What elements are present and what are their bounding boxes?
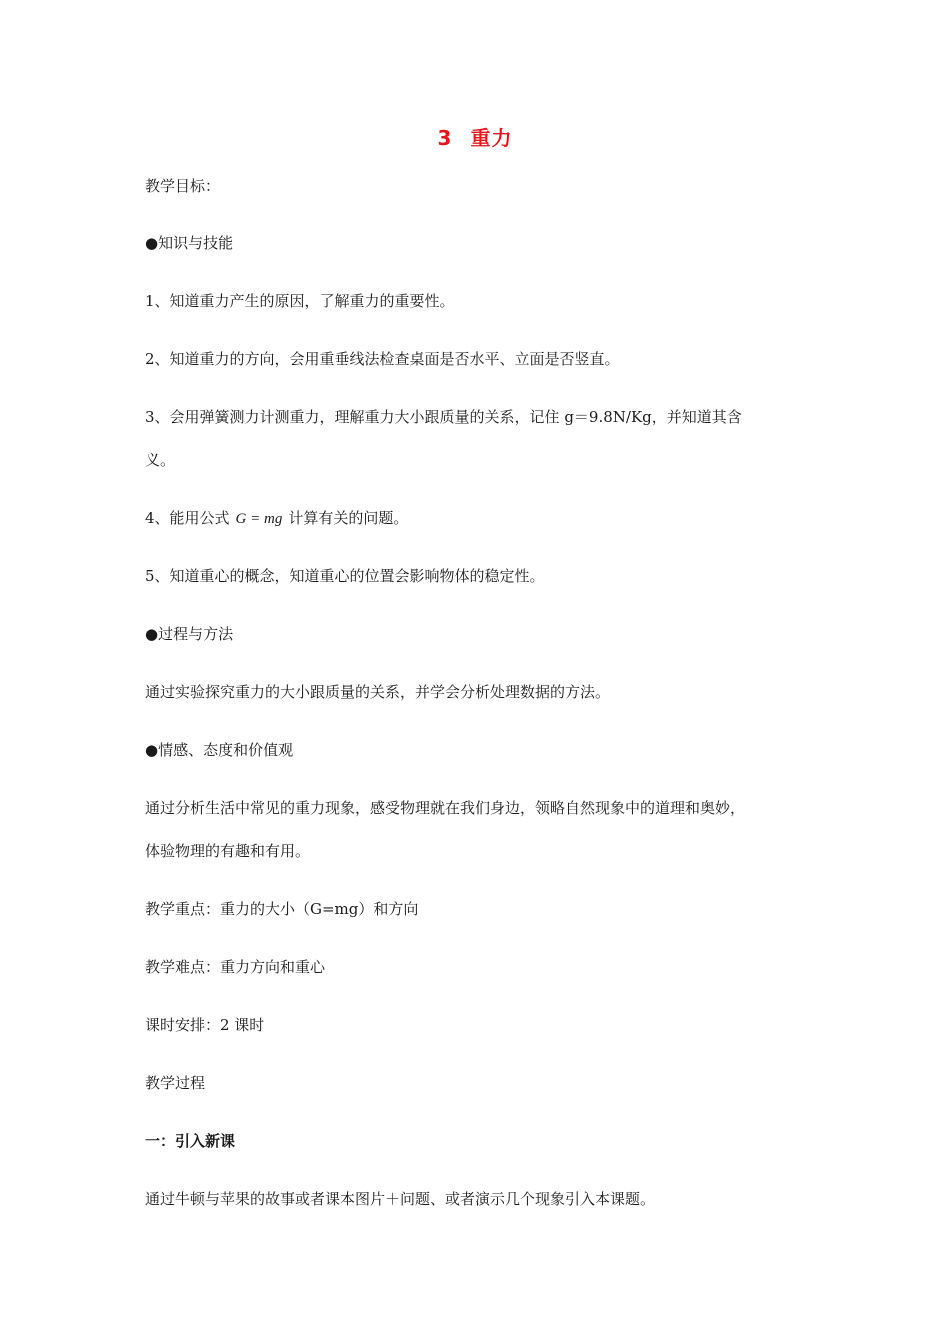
section-one-text: 通过牛顿与苹果的故事或者课本图片＋问题、或者演示几个现象引入本课题。 — [145, 1190, 656, 1208]
section-one-heading: 一：引入新课 — [145, 1132, 236, 1150]
process-method-text: 通过实验探究重力的大小跟质量的关系，并学会分析处理数据的方法。 — [145, 683, 611, 701]
objective-item-5: 5、知道重心的概念，知道重心的位置会影响物体的稳定性。 — [145, 567, 545, 585]
teaching-objectives-heading: 教学目标： — [145, 177, 221, 195]
emotion-values-heading: ●情感、态度和价值观 — [145, 741, 294, 759]
knowledge-skills-heading: ●知识与技能 — [145, 234, 234, 252]
gravity-formula: G = mg — [235, 511, 283, 527]
process-method-heading: ●过程与方法 — [145, 625, 234, 643]
emotion-values-text-continued: 体验物理的有趣和有用。 — [145, 842, 311, 860]
title-number: 3 — [437, 126, 453, 150]
teaching-key-point: 教学重点：重力的大小（G=mg）和方向 — [145, 900, 419, 918]
title-text: 重力 — [470, 126, 513, 150]
objective-item-4-prefix: 4、能用公式 — [145, 509, 230, 527]
teaching-process-heading: 教学过程 — [145, 1074, 206, 1092]
document-title — [0, 122, 950, 151]
class-schedule: 课时安排：2 课时 — [145, 1016, 265, 1034]
objective-item-3: 3、会用弹簧测力计测重力，理解重力大小跟质量的关系，记住 g＝9.8N/Kg，并知道其含 — [145, 408, 742, 426]
objective-item-2: 2、知道重力的方向，会用重垂线法检查桌面是否水平、立面是否竖直。 — [145, 350, 620, 368]
objective-item-4-suffix: 计算有关的问题。 — [288, 509, 409, 527]
emotion-values-text: 通过分析生活中常见的重力现象，感受物理就在我们身边，领略自然现象中的道理和奥妙， — [145, 799, 746, 817]
objective-item-4 — [145, 508, 810, 529]
objective-item-3-continued: 义。 — [145, 451, 176, 469]
objective-item-1: 1、知道重力产生的原因，了解重力的重要性。 — [145, 292, 455, 310]
teaching-difficulty: 教学难点：重力方向和重心 — [145, 958, 326, 976]
